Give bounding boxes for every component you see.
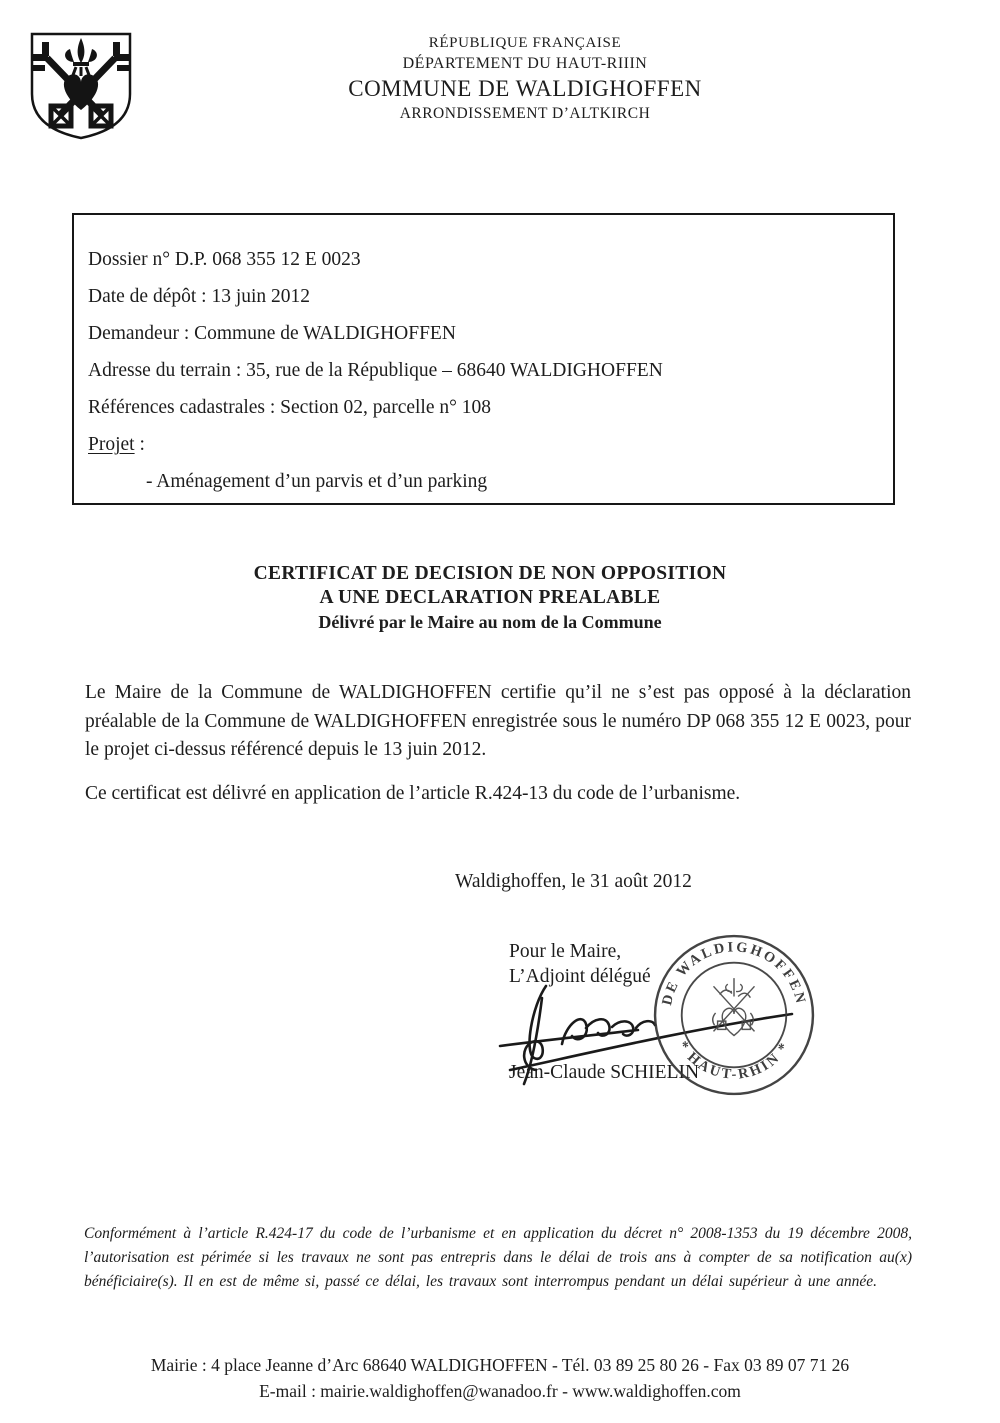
project-label: Projet bbox=[88, 434, 135, 455]
stamp-bottom-text: * HAUT-RHIN * bbox=[674, 1038, 794, 1083]
certificate-title bbox=[0, 562, 980, 634]
footer-address-phone: Mairie : 4 place Jeanne d’Arc 68640 WALDIGHOFFEN - Tél. 03 89 25 80 26 - Fax 03 89 07 71 26 bbox=[150, 1355, 850, 1375]
place-and-date-line: Waldighoffen, le 31 août 2012 bbox=[455, 871, 692, 892]
commune-coat-of-arms-icon bbox=[27, 30, 135, 142]
letterhead-arrondissement: ARRONDISSEMENT D’ALTKIRCH bbox=[399, 105, 651, 122]
signature-role-line-1: Pour le Maire, bbox=[509, 941, 622, 962]
title-line-2: A UNE DECLARATION PREALABLE bbox=[319, 587, 661, 608]
letterhead-republic: RÉPUBLIQUE FRANÇAISE bbox=[428, 35, 622, 51]
application-article-paragraph: Ce certificat est délivré en application de l’article R.424-13 du code de l’urbanisme. bbox=[85, 783, 741, 804]
applicant: Demandeur : Commune de WALDIGHOFFEN bbox=[88, 323, 456, 344]
deposit-date: Date de dépôt : 13 juin 2012 bbox=[88, 286, 311, 307]
letterhead-commune: COMMUNE DE WALDIGHOFFEN bbox=[348, 76, 702, 101]
mairie-footer bbox=[0, 1352, 1000, 1404]
project-colon: : bbox=[134, 434, 145, 455]
commune-round-stamp bbox=[652, 933, 816, 1097]
site-address: Adresse du terrain : 35, rue de la République – 68640 WALDIGHOFFEN bbox=[88, 360, 663, 381]
cadastral-references: Références cadastrales : Section 02, parcelle n° 108 bbox=[88, 397, 492, 418]
dossier-info-box bbox=[72, 213, 895, 505]
signature-role-line-2: L’Adjoint délégué bbox=[509, 966, 651, 987]
project-label-line bbox=[88, 426, 879, 463]
stamp-top-text: DE WALDIGHOFFEN bbox=[659, 939, 809, 1007]
dossier-number: Dossier n° D.P. 068 355 12 E 0023 bbox=[88, 249, 361, 270]
project-description: - Aménagement d’un parvis et d’un parking bbox=[146, 471, 488, 492]
letterhead bbox=[300, 33, 750, 124]
stamp-center-arms bbox=[713, 978, 755, 1035]
letterhead-department: DÉPARTEMENT DU HAUT-RIIIN bbox=[402, 55, 648, 72]
signatory-name: Jean-Claude SCHIELIN bbox=[509, 1062, 700, 1083]
title-line-1: CERTIFICAT DE DECISION DE NON OPPOSITION bbox=[253, 563, 727, 584]
footer-email-website: E-mail : mairie.waldighoffen@wanadoo.fr - www.waldighoffen.com bbox=[259, 1381, 741, 1401]
title-line-3: Délivré par le Maire au nom de la Commune bbox=[318, 612, 662, 632]
certification-paragraph: Le Maire de la Commune de WALDIGHOFFEN certifie qu’il ne s’est pas opposé à la déclaration préalable de la Commune de WALDIGHOFFEN enregistrée sous le numéro DP 068 355 12 E 0023, pour le projet ci-dessus référencé depuis le 13 juin 2012. bbox=[85, 682, 911, 760]
legal-validity-note: Conformément à l’article R.424-17 du code de l’urbanisme et en application du décret n° 2008-1353 du 19 décembre 2008, l’autorisation est périmée si les travaux ne sont pas entrepris dans le délai de trois ans à compter de sa notification au(x) bénéficiaire(s). Il en est de même si, passé ce délai, les travaux sont interrompus pendant un délai supérieur à une année. bbox=[84, 1225, 912, 1290]
